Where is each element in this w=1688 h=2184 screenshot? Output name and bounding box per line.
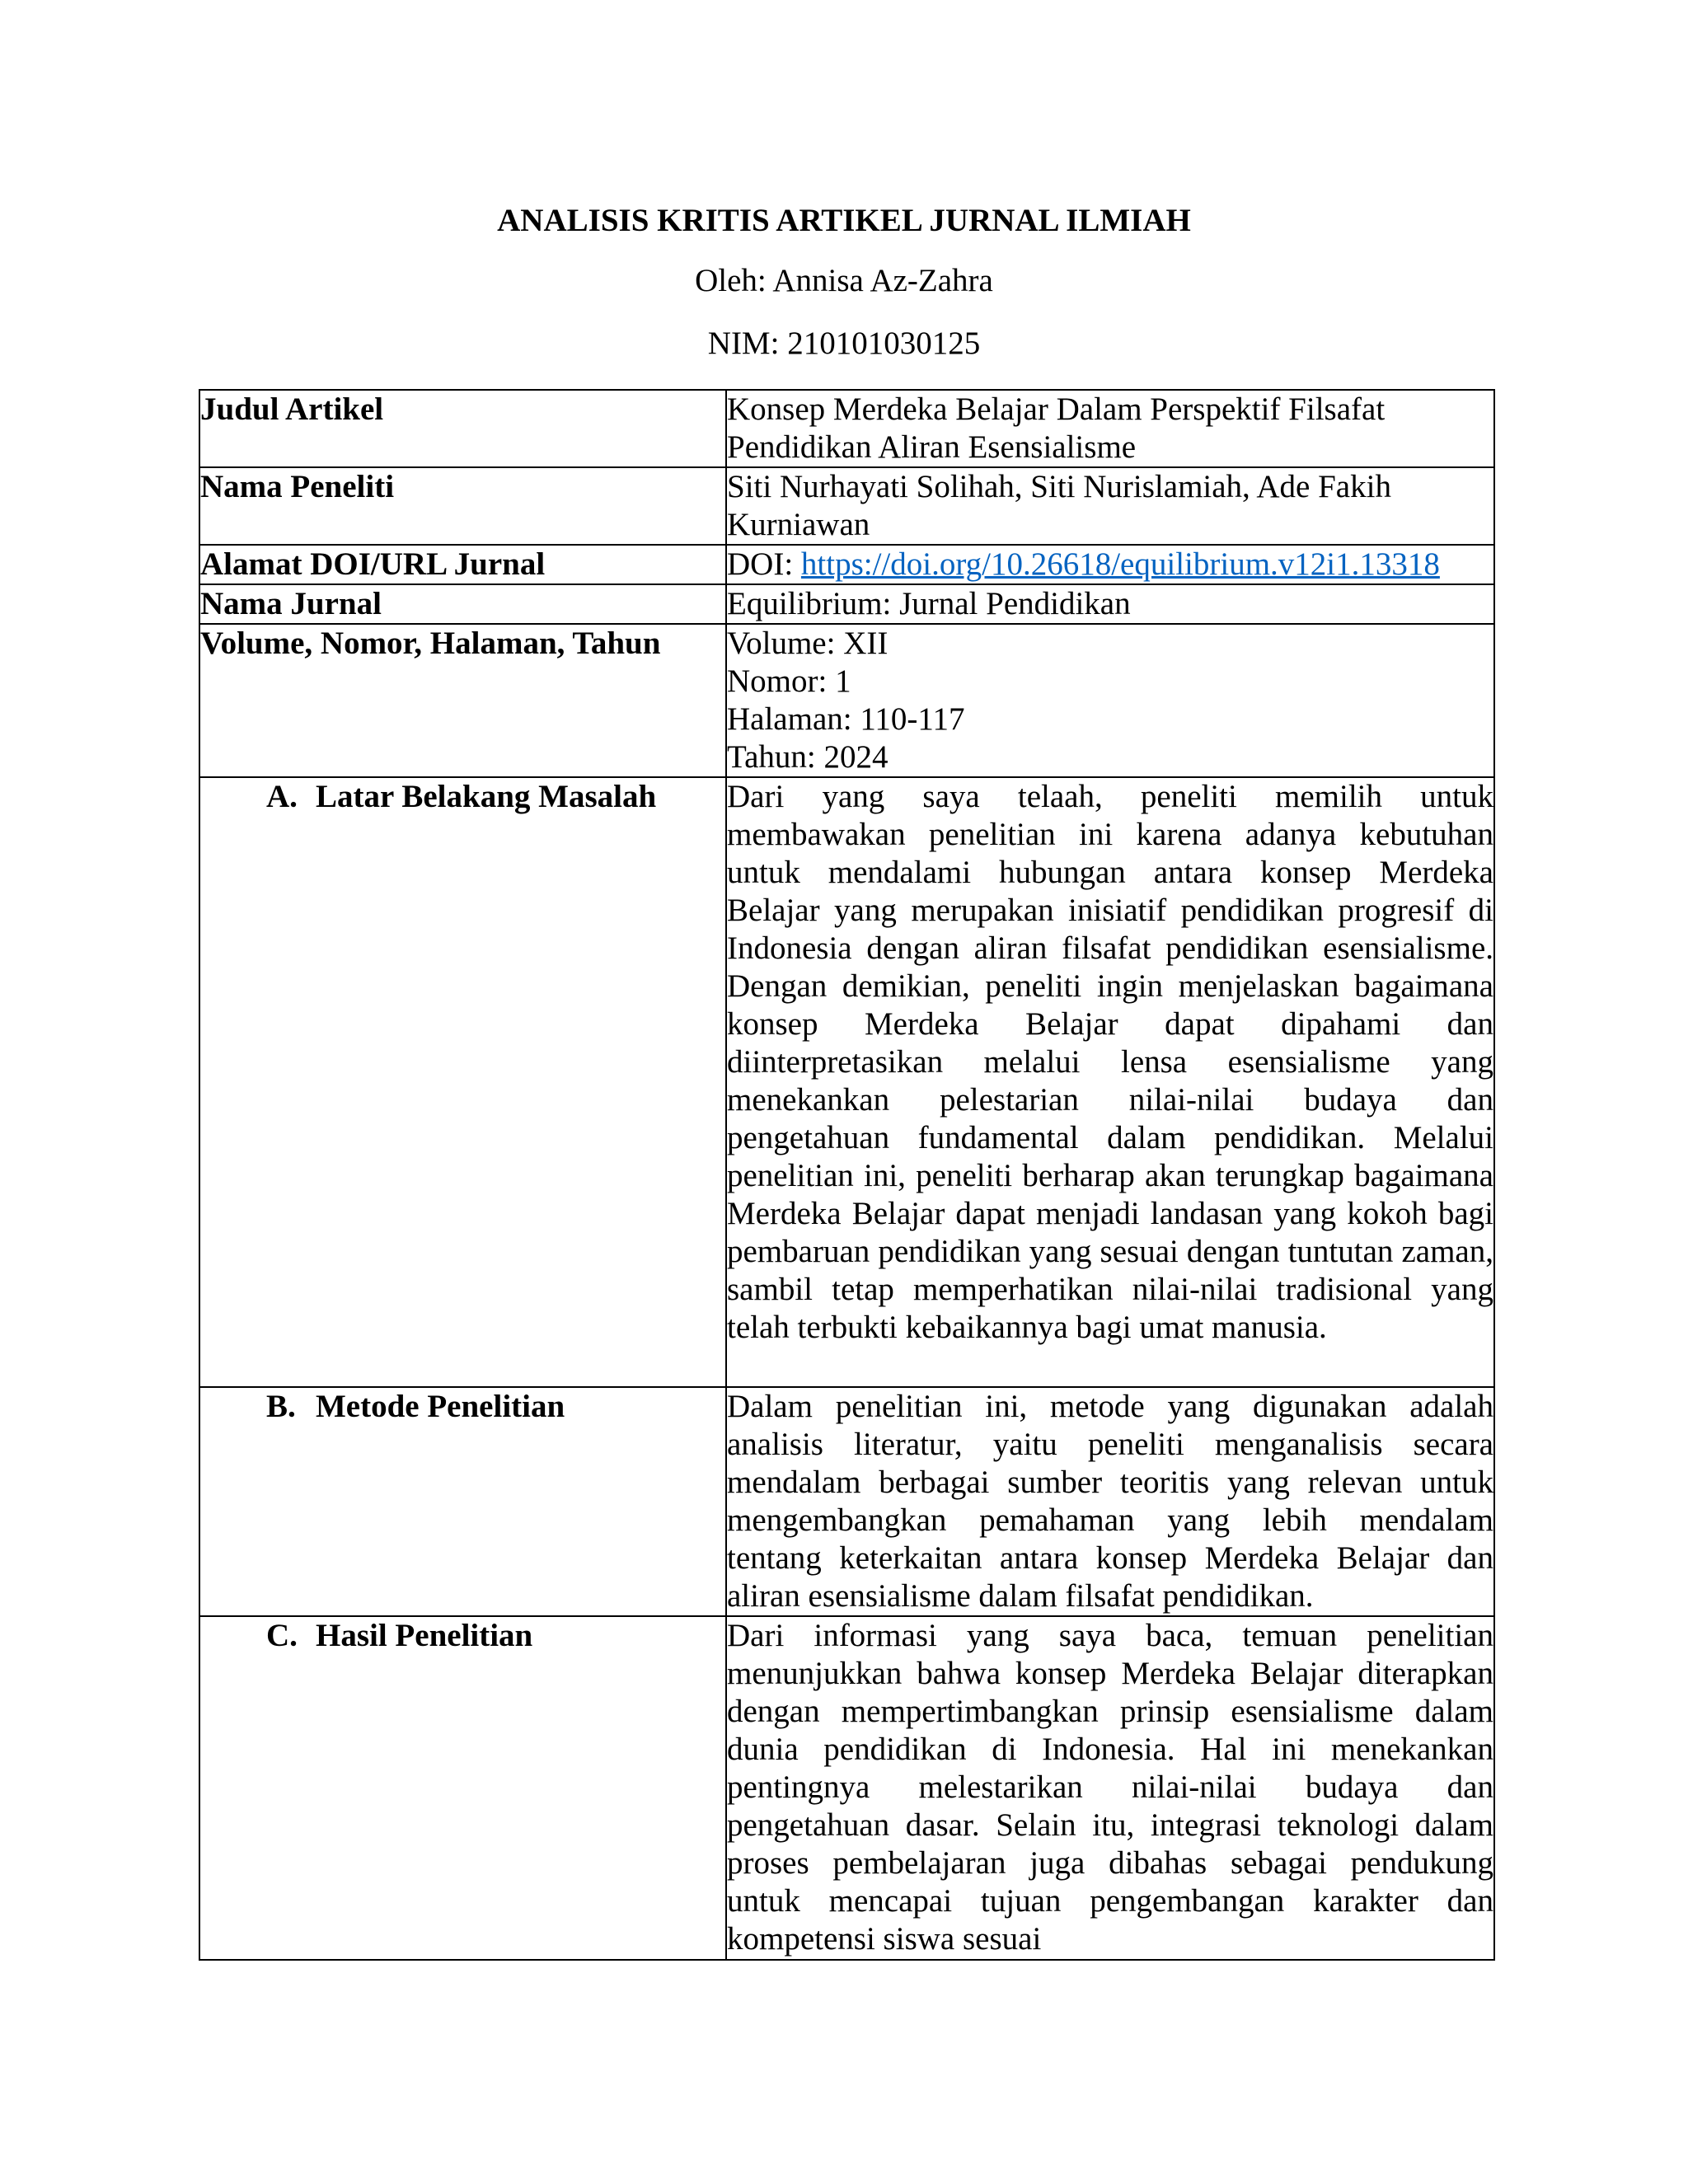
- section-b-label: [199, 1387, 726, 1616]
- section-c-letter: C.: [266, 1618, 298, 1653]
- judul-label: Judul Artikel: [199, 390, 726, 467]
- halaman-line: Halaman: 110-117: [727, 701, 965, 737]
- table-row-jurnal: [199, 584, 1494, 624]
- jurnal-label: Nama Jurnal: [199, 584, 726, 624]
- doi-label: Alamat DOI/URL Jurnal: [199, 545, 726, 584]
- analysis-table: [199, 389, 1495, 1961]
- doi-value: [726, 545, 1494, 584]
- table-row-peneliti: [199, 467, 1494, 545]
- doi-link[interactable]: https://doi.org/10.26618/equilibrium.v12i1.13318: [800, 546, 1440, 582]
- document-title: ANALISIS KRITIS ARTIKEL JURNAL ILMIAH: [497, 203, 1191, 238]
- section-c-label: [199, 1616, 726, 1960]
- table-row-volume: [199, 624, 1494, 777]
- judul-value: Konsep Merdeka Belajar Dalam Perspektif Filsafat Pendidikan Aliran Esensialisme: [726, 390, 1494, 467]
- peneliti-value: Siti Nurhayati Solihah, Siti Nurislamiah, Ade Fakih Kurniawan: [726, 467, 1494, 545]
- table-row-judul: [199, 390, 1494, 467]
- doi-prefix: DOI:: [727, 546, 801, 582]
- nim-line: NIM: 210101030125: [707, 326, 981, 361]
- table-row-doi: [199, 545, 1494, 584]
- peneliti-label: Nama Peneliti: [199, 467, 726, 545]
- author-line: Oleh: Annisa Az-Zahra: [695, 263, 993, 298]
- section-a-text: Dari yang saya telaah, peneliti memilih untuk membawakan penelitian ini karena adanya kebutuhan untuk mendalami hubungan antara konsep Merdeka Belajar yang merupakan inisiatif pendidikan progresif di Indonesia dengan aliran filsafat pendidikan esensialisme. Dengan demikian, peneliti ingin menjelaskan bagaimana konsep Merdeka Belajar dapat dipahami dan diinterpretasikan melalui lensa esensialisme yang menekankan pelestarian nilai-nilai budaya dan pengetahuan fundamental dalam pendidikan. Melalui penelitian ini, peneliti berharap akan terungkap bagaimana Merdeka Belajar dapat menjadi landasan yang kokoh bagi pembaruan pendidikan yang sesuai dengan tuntutan zaman, sambil tetap memperhatikan nilai-nilai tradisional yang telah terbukti kebaikannya bagi umat manusia.: [726, 777, 1494, 1387]
- jurnal-value: Equilibrium: Jurnal Pendidikan: [726, 584, 1494, 624]
- nomor-line: Nomor: 1: [727, 663, 851, 699]
- section-b-text: Dalam penelitian ini, metode yang digunakan adalah analisis literatur, yaitu peneliti menganalisis secara mendalam berbagai sumber teoritis yang relevan untuk mengembangkan pemahaman yang lebih mendalam tentang keterkaitan antara konsep Merdeka Belajar dan aliran esensialisme dalam filsafat pendidikan.: [726, 1387, 1494, 1616]
- section-c-text: Dari informasi yang saya baca, temuan penelitian menunjukkan bahwa konsep Merdeka Belajar diterapkan dengan mempertimbangkan prinsip esensialisme dalam dunia pendidikan di Indonesia. Hal ini menekankan pentingnya melestarikan nilai-nilai budaya dan pengetahuan dasar. Selain itu, integrasi teknologi dalam proses pembelajaran juga dibahas sebagai pendukung untuk mencapai tujuan pengembangan karakter dan kompetensi siswa sesuai: [726, 1616, 1494, 1960]
- table-row-metode: [199, 1387, 1494, 1616]
- section-c-title: Hasil Penelitian: [316, 1618, 533, 1653]
- section-b-letter: B.: [266, 1389, 296, 1424]
- section-a-letter: A.: [266, 779, 298, 814]
- table-row-hasil: [199, 1616, 1494, 1960]
- section-a-label: [199, 777, 726, 1387]
- volume-label: Volume, Nomor, Halaman, Tahun: [199, 624, 726, 777]
- section-a-title: Latar Belakang Masalah: [316, 779, 657, 814]
- section-b-title: Metode Penelitian: [316, 1389, 565, 1424]
- volume-value: [726, 624, 1494, 777]
- volume-line: Volume: XII: [727, 626, 889, 661]
- tahun-line: Tahun: 2024: [727, 739, 889, 775]
- table-row-latar-belakang: [199, 777, 1494, 1387]
